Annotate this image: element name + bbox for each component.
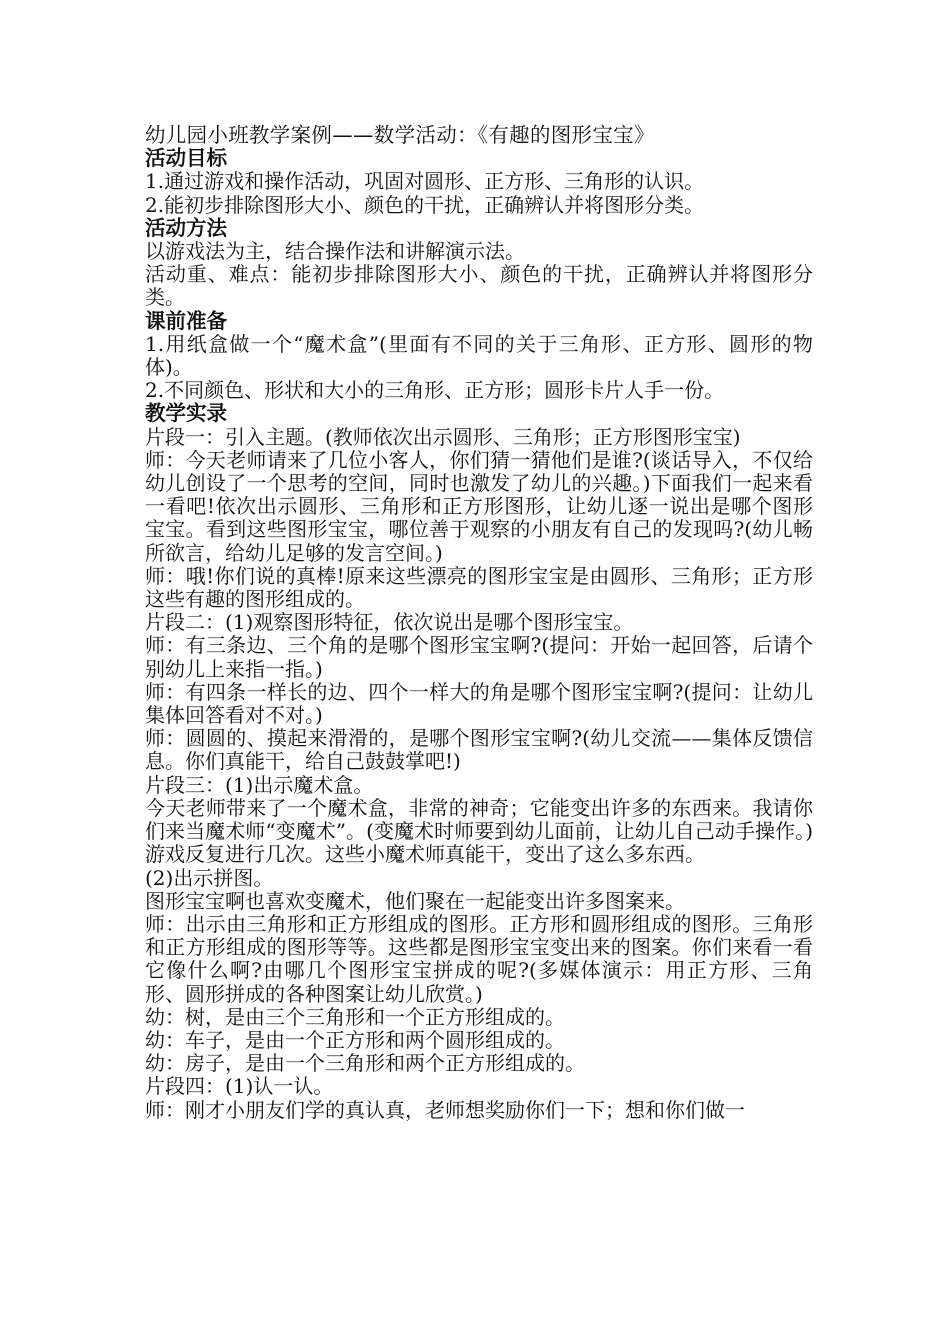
document-title: 幼儿园小班教学案例——数学活动：《有趣的图形宝宝》: [145, 123, 655, 147]
record-paragraph-14: 幼：车子，是由一个正方形和两个圆形组成的。: [145, 1027, 565, 1052]
record-paragraph-8: 片段三：(1)出示魔术盒。: [145, 772, 374, 797]
record-paragraph-11: 图形宝宝啊也喜欢变魔术，他们聚在一起能变出许多图案来。: [145, 888, 685, 913]
record-paragraph-6: 师：有四条一样长的边、四个一样大的角是哪个图形宝宝啊?(提问：让幼儿集体回答看对不对。): [145, 679, 813, 728]
record-paragraph-1: 片段一：引入主题。(教师依次出示圆形、三角形；正方形图形宝宝): [145, 424, 741, 449]
record-paragraph-12: 师：出示由三角形和正方形组成的图形。正方形和圆形组成的图形。三角形和正方形组成的图形等等。这些都是图形宝宝变出来的图案。你们来看一看它像什么啊?由哪几个图形宝宝拼成的呢?(多媒体演示：用正方形、三角形、圆形拼成的各种图案让幼儿欣赏。): [145, 911, 813, 1006]
record-paragraph-2: 师：今天老师请来了几位小客人，你们猜一猜他们是谁?(谈话导入，不仅给幼儿创设了一个思考的空间，同时也激发了幼儿的兴趣。)下面我们一起来看一看吧!依次出示圆形、三角形和正方形图形，让幼儿逐一说出是哪个图形宝宝。看到这些图形宝宝，哪位善于观察的小朋友有自己的发现吗?(幼儿畅所欲言，给幼儿足够的发言空间。): [145, 447, 813, 565]
goal-item-1: 1.通过游戏和操作活动，巩固对圆形、正方形、三角形的认识。: [145, 169, 705, 194]
record-paragraph-13: 幼：树，是由三个三角形和一个正方形组成的。: [145, 1004, 565, 1029]
heading-preparation: 课前准备: [145, 308, 227, 333]
heading-activity-goals: 活动目标: [145, 146, 227, 171]
prep-item-1: 1.用纸盒做一个“魔术盒”(里面有不同的关于三角形、正方形、圆形的物体)。: [145, 331, 813, 380]
prep-item-2: 2.不同颜色、形状和大小的三角形、正方形；圆形卡片人手一份。: [145, 378, 725, 403]
record-paragraph-9: 今天老师带来了一个魔术盒，非常的神奇；它能变出许多的东西来。我请你们来当魔术师“变魔术”。(变魔术时师要到幼儿面前，让幼儿自己动手操作。)游戏反复进行几次。这些小魔术师真能干，变出了这么多东西。: [145, 795, 813, 867]
record-paragraph-10: (2)出示拼图。: [145, 865, 274, 890]
record-paragraph-7: 师：圆圆的、摸起来滑滑的，是哪个图形宝宝啊?(幼儿交流——集体反馈信息。你们真能干，给自己鼓鼓掌吧!): [145, 726, 813, 774]
record-paragraph-4: 片段二：(1)观察图形特征，依次说出是哪个图形宝宝。: [145, 610, 634, 635]
record-paragraph-5: 师：有三条边、三个角的是哪个图形宝宝啊?(提问：开始一起回答，后请个别幼儿上来指一指。): [145, 633, 813, 681]
document-page: [145, 124, 813, 1122]
record-paragraph-15: 幼：房子，是由一个三角形和两个正方形组成的。: [145, 1051, 585, 1076]
heading-teaching-record: 教学实录: [145, 401, 227, 426]
record-paragraph-16: 片段四：(1)认一认。: [145, 1074, 334, 1099]
heading-activity-method: 活动方法: [145, 215, 227, 240]
record-paragraph-17: 师：刚才小朋友们学的真认真，老师想奖励你们一下；想和你们做一: [145, 1097, 745, 1122]
method-paragraph-2: 活动重、难点：能初步排除图形大小、颜色的干扰，正确辨认并将图形分类。: [145, 262, 813, 310]
method-paragraph-1: 以游戏法为主，结合操作法和讲解演示法。: [145, 239, 525, 264]
record-paragraph-3: 师：哦!你们说的真棒!原来这些漂亮的图形宝宝是由圆形、三角形；正方形这些有趣的图形组成的。: [145, 563, 813, 612]
goal-item-2: 2.能初步排除图形大小、颜色的干扰，正确辨认并将图形分类。: [145, 192, 705, 217]
